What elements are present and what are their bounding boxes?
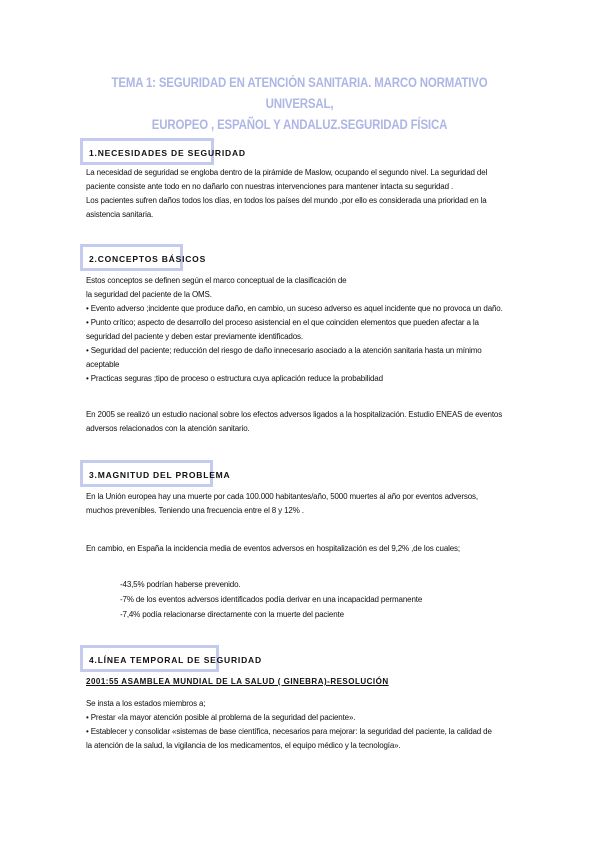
section-2-bullet: • Punto crítico; aspecto de desarrollo del proceso asistencial en el que coinciden elementos que pueden afectar a la bbox=[86, 318, 479, 327]
document-title bbox=[79, 72, 520, 135]
section-2-bullet: • Seguridad del paciente; reducción del riesgo de daño innecesario asociado a la atención sanitaria hasta un mínimo bbox=[86, 346, 482, 355]
section-4-bullet: • Prestar «la mayor atención posible al problema de la seguridad del paciente». bbox=[86, 713, 356, 722]
statistic-item: -43,5% podrían haberse prevenido. bbox=[120, 580, 241, 589]
section-2-line: la seguridad del paciente de la OMS. bbox=[86, 290, 212, 299]
section-1-line: paciente consiste ante todo en no dañarlo con nuestras intervenciones para mantener intacta su seguridad . bbox=[86, 182, 454, 191]
section-4-heading: 4.LÍNEA TEMPORAL DE SEGURIDAD bbox=[89, 655, 262, 665]
section-1-heading-box bbox=[80, 138, 246, 165]
section-4-line: Se insta a los estados miembros a; bbox=[86, 699, 206, 708]
title-line-2: EUROPEO , ESPAÑOL Y ANDALUZ.SEGURIDAD FÍSICA bbox=[151, 117, 448, 132]
section-2-heading-box bbox=[80, 244, 207, 271]
section-4-bullet: • Establecer y consolidar «sistemas de base científica, necesarios para mejorar: la seguridad del paciente, la calidad de bbox=[86, 727, 492, 736]
section-1-heading: 1.NECESIDADES DE SEGURIDAD bbox=[89, 148, 246, 158]
section-2-bullet: • Practicas seguras ;tipo de proceso o estructura cuya aplicación reduce la probabilidad bbox=[86, 374, 383, 383]
section-2-heading: 2.CONCEPTOS BÁSICOS bbox=[89, 254, 207, 264]
section-4-heading-box bbox=[80, 645, 262, 672]
section-2-bullet: • Evento adverso ;incidente que produce daño, en cambio, un suceso adverso es aquel incidente que no provoca un daño. bbox=[86, 304, 503, 313]
section-1-line: La necesidad de seguridad se engloba dentro de la pirámide de Maslow, ocupando el segundo nivel. La seguridad del bbox=[86, 168, 488, 177]
section-3-line: En la Unión europea hay una muerte por cada 100.000 habitantes/año, 5000 muertes al año por eventos adversos, bbox=[86, 492, 478, 501]
study-line: adversos relacionados con la atención sanitario. bbox=[86, 424, 250, 433]
title-line-1: TEMA 1: SEGURIDAD EN ATENCIÓN SANITARIA. MARCO NORMATIVO UNIVERSAL, bbox=[111, 75, 488, 111]
section-1-line: Los pacientes sufren daños todos los días, en todos los países del mundo ,por ello es considerada una prioridad en la bbox=[86, 196, 487, 205]
section-3-heading-box bbox=[80, 460, 231, 487]
section-2-line: seguridad del paciente y deben estar previamente identificados. bbox=[86, 332, 303, 341]
section-4-line: la atención de la salud, la vigilancia de los medicamentos, el equipo médico y la tecnología». bbox=[86, 741, 401, 750]
section-1-line: asistencia sanitaria. bbox=[86, 210, 154, 219]
spain-line: En cambio, en España la incidencia media de eventos adversos en hospitalización es del 9,2% ,de los cuales; bbox=[86, 544, 460, 553]
statistic-item: -7% de los eventos adversos identificados podía derivar en una incapacidad permanente bbox=[120, 595, 423, 604]
section-3-heading: 3.MAGNITUD DEL PROBLEMA bbox=[89, 470, 231, 480]
section-2-line: Estos conceptos se definen según el marco conceptual de la clasificación de bbox=[86, 276, 347, 285]
section-4-subheading: 2001:55 ASAMBLEA MUNDIAL DE LA SALUD ( GINEBRA)-RESOLUCIÓN bbox=[86, 677, 389, 686]
section-2-line: aceptable bbox=[86, 360, 120, 369]
study-line: En 2005 se realizó un estudio nacional sobre los efectos adversos ligados a la hospitalización. Estudio ENEAS de eventos bbox=[86, 410, 503, 419]
statistic-item: -7,4% podía relacionarse directamente con la muerte del paciente bbox=[120, 610, 344, 619]
section-3-line: muchos prevenibles. Teniendo una frecuencia entre el 8 y 12% . bbox=[86, 506, 304, 515]
